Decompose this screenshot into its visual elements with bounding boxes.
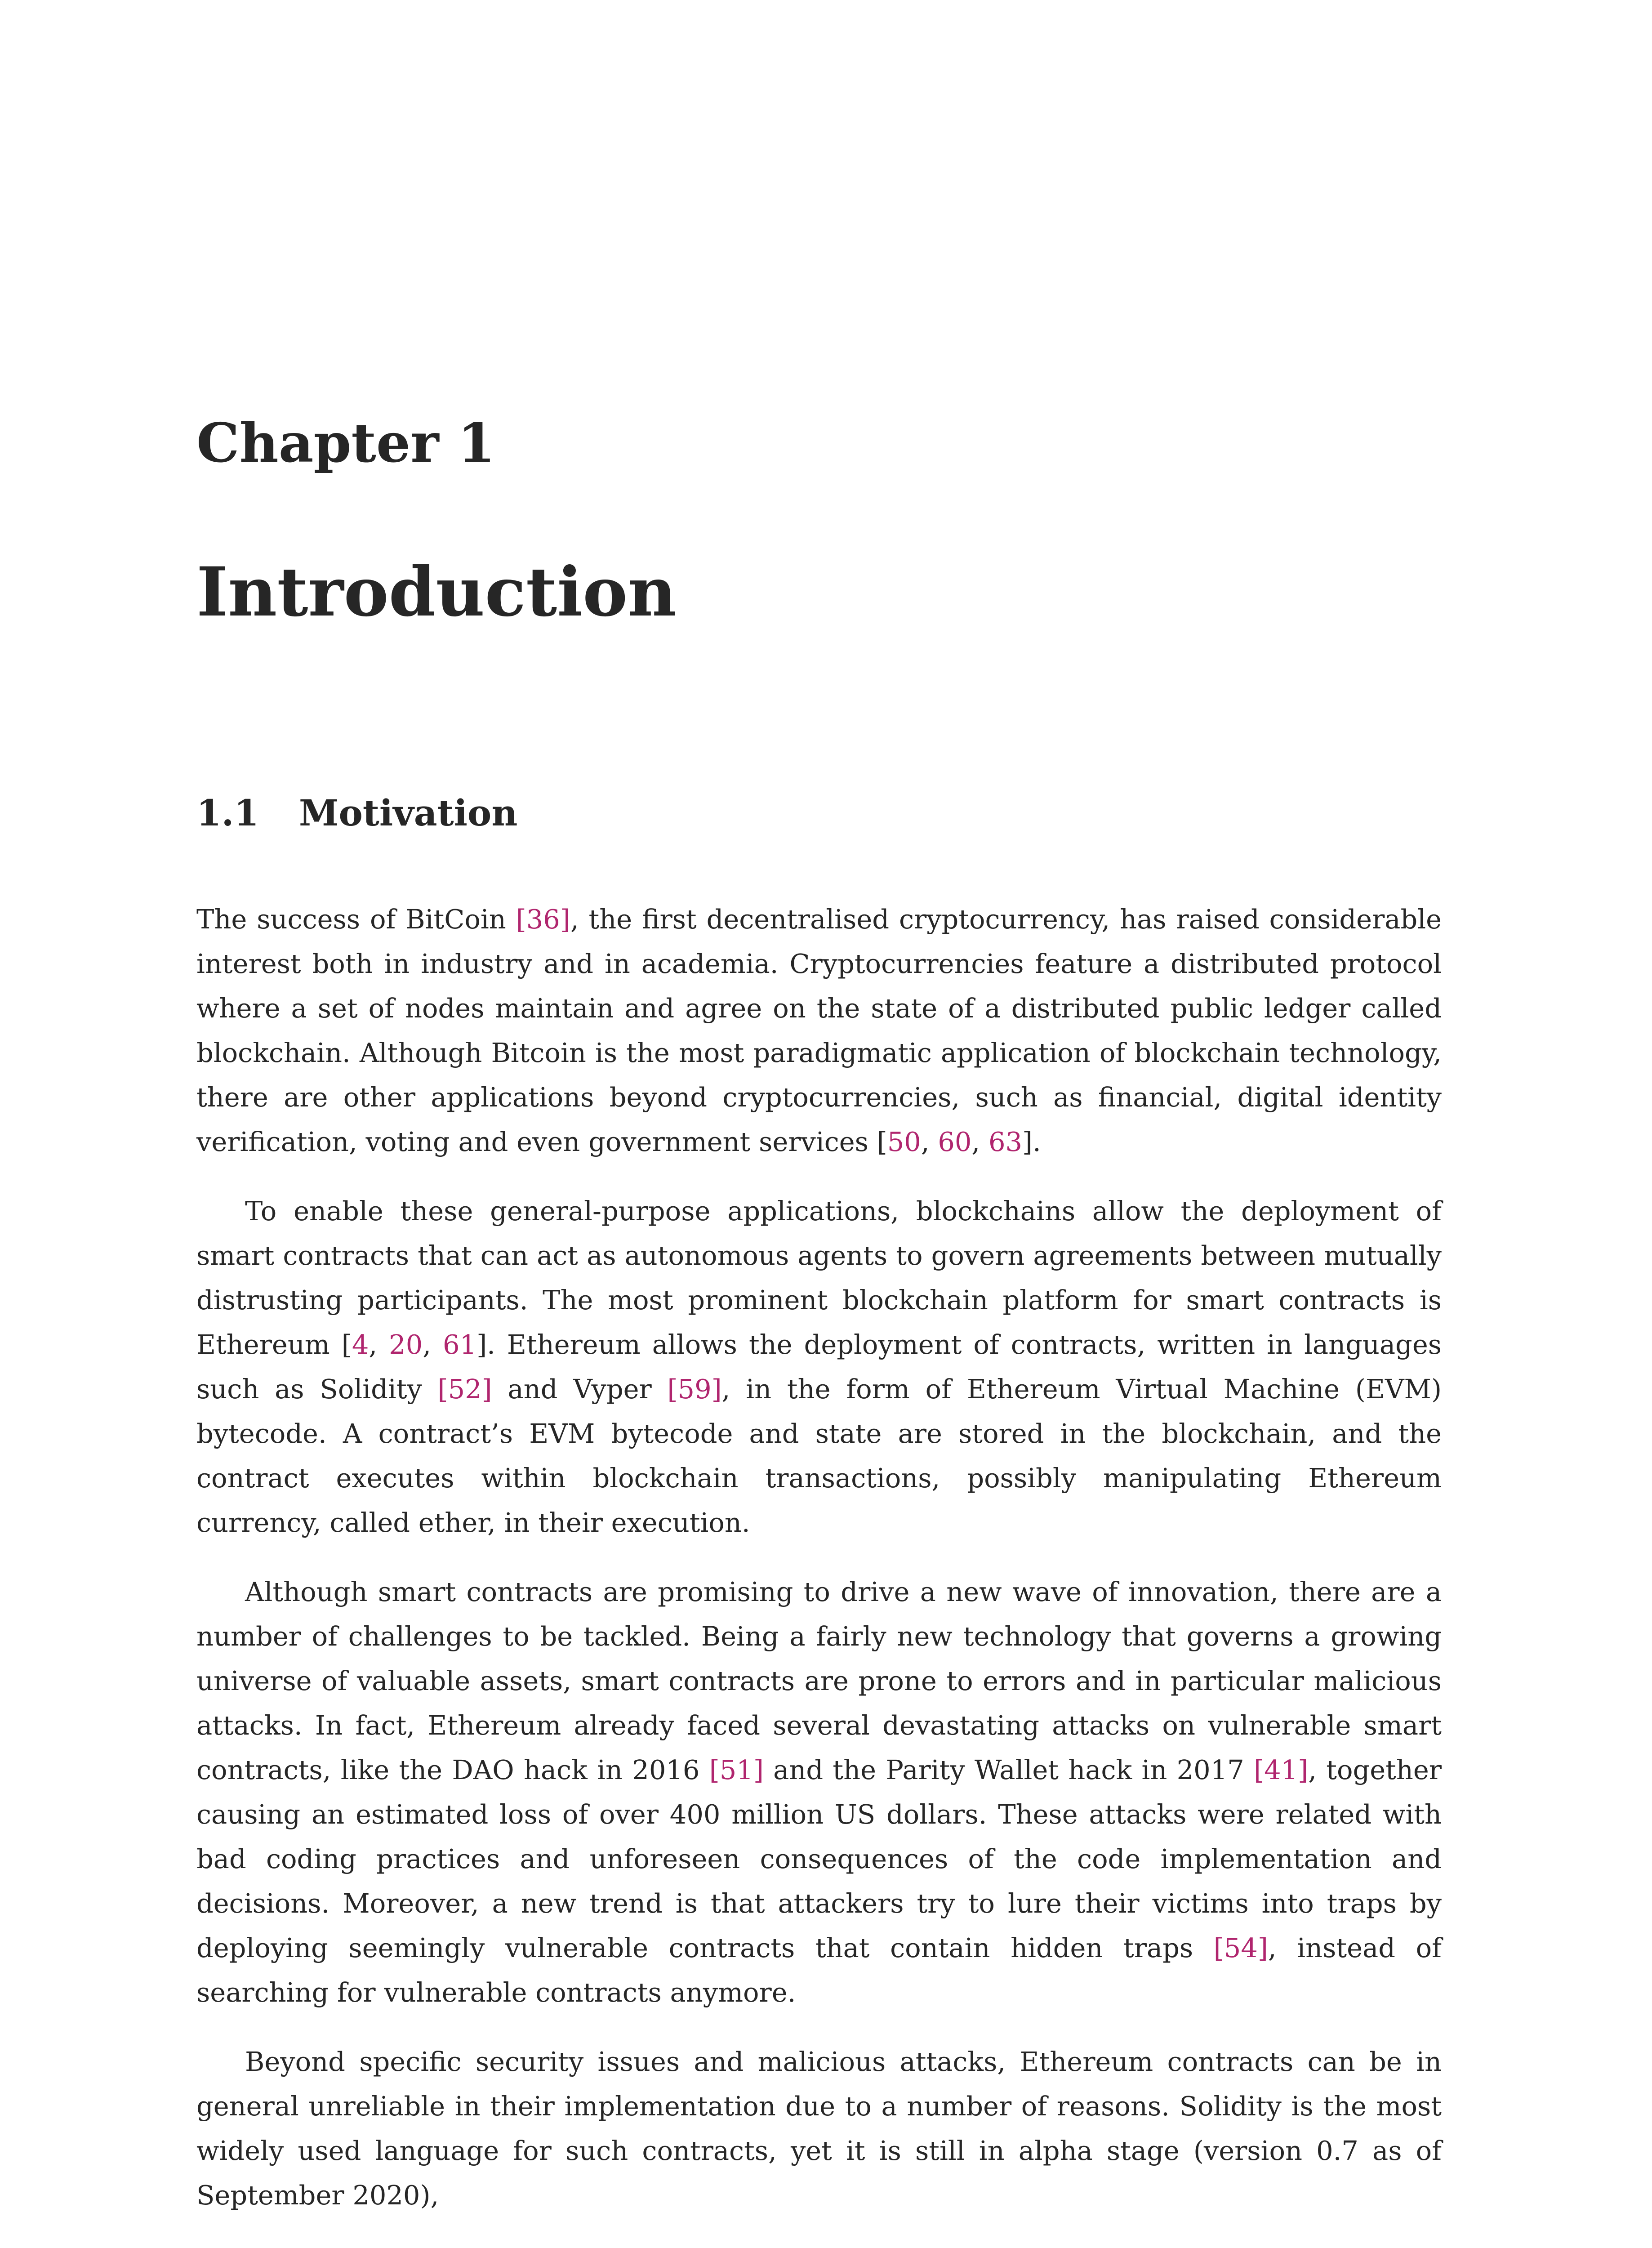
paragraph-2-text-5: and Vyper xyxy=(492,1374,668,1405)
paragraph-1-text-4: , xyxy=(971,1126,989,1157)
section-number: 1.1 xyxy=(196,792,259,834)
paragraph-4 xyxy=(196,2039,1442,2217)
paragraph-1-text-1: The success of BitCoin xyxy=(196,904,516,935)
paragraph-3-text-2: and the Parity Wallet hack in 2017 xyxy=(763,1754,1254,1785)
citation-link[interactable]: [36] xyxy=(516,904,570,935)
paragraph-2-text-3: , xyxy=(423,1329,443,1360)
citation-link[interactable]: 60 xyxy=(938,1126,972,1157)
paragraph-3-text-1: Although smart contracts are promising to drive a new wave of innovation, there are a number of challenges to be tackled. Being a fairly new technology that governs a growing universe of valuable assets, smart contracts are prone to errors and in particular malicious attacks. In fact, Ethereum already faced several devastating attacks on vulnerable smart contracts, like the DAO hack in 2016 xyxy=(196,1576,1442,1785)
citation-link[interactable]: [59] xyxy=(667,1374,722,1405)
citation-link[interactable]: 63 xyxy=(988,1126,1023,1157)
chapter-title: Introduction xyxy=(196,553,677,632)
paragraph-3-text-4: , instead of searching for vulnerable contracts anymore. xyxy=(196,1932,1442,2008)
paragraph-2-text-4: ]. Ethereum allows the deployment of contracts, written in languages such as Solidity xyxy=(196,1329,1442,1405)
paragraph-2-text-1: To enable these general-purpose applications, blockchains allow the deployment of smart contracts that can act as autonomous agents to govern agreements between mutually distrusting participants. The most prominent blockchain platform for smart contracts is Ethereum [ xyxy=(196,1195,1442,1360)
paragraph-1-text-5: ]. xyxy=(1022,1126,1041,1157)
citation-link[interactable]: [51] xyxy=(709,1754,764,1785)
paragraph-3 xyxy=(196,1570,1442,2015)
paragraph-2-text-2: , xyxy=(369,1329,389,1360)
citation-link[interactable]: [54] xyxy=(1213,1932,1268,1963)
citation-link[interactable]: [41] xyxy=(1254,1754,1309,1785)
section-heading xyxy=(196,791,517,834)
paragraph-2 xyxy=(196,1189,1442,1545)
section-title: Motivation xyxy=(299,792,518,834)
paragraph-1 xyxy=(196,897,1442,1164)
body-text xyxy=(196,897,1442,2242)
paragraph-1-text-3: , xyxy=(921,1126,938,1157)
citation-link[interactable]: 4 xyxy=(352,1329,369,1360)
citation-link[interactable]: 50 xyxy=(887,1126,921,1157)
citation-link[interactable]: [52] xyxy=(437,1374,492,1405)
paragraph-2-text-6: , in the form of Ethereum Virtual Machine (EVM) bytecode. A contract’s EVM bytecode and state are stored in the blockchain, and the contract executes within blockchain transactions, possibly manipulating Ethereum currency, called ether, in their execution. xyxy=(196,1374,1442,1538)
paragraph-1-text-2: , the first decentralised cryptocurrency, has raised considerable interest both in industry and in academia. Cryptocurrencies feature a distributed protocol where a set of nodes maintain and agree on the state of a distributed public ledger called blockchain. Although Bitcoin is the most paradigmatic application of blockchain technology, there are other applications beyond cryptocurrencies, such as financial, digital identity verification, voting and even government services [ xyxy=(196,904,1442,1157)
chapter-label: Chapter 1 xyxy=(196,411,495,475)
paragraph-3-text-3: , together causing an estimated loss of over 400 million US dollars. These attacks were related with bad coding practices and unforeseen consequences of the code implementation and decisions. Moreover, a new trend is that attackers try to lure their victims into traps by deploying seemingly vulnerable contracts that contain hidden traps xyxy=(196,1754,1442,1963)
citation-link[interactable]: 61 xyxy=(443,1329,477,1360)
citation-link[interactable]: 20 xyxy=(389,1329,423,1360)
paragraph-4-text-1: Beyond specific security issues and malicious attacks, Ethereum contracts can be in general unreliable in their implementation due to a number of reasons. Solidity is the most widely used language for such contracts, yet it is still in alpha stage (version 0.7 as of September 2020), xyxy=(196,2046,1442,2211)
